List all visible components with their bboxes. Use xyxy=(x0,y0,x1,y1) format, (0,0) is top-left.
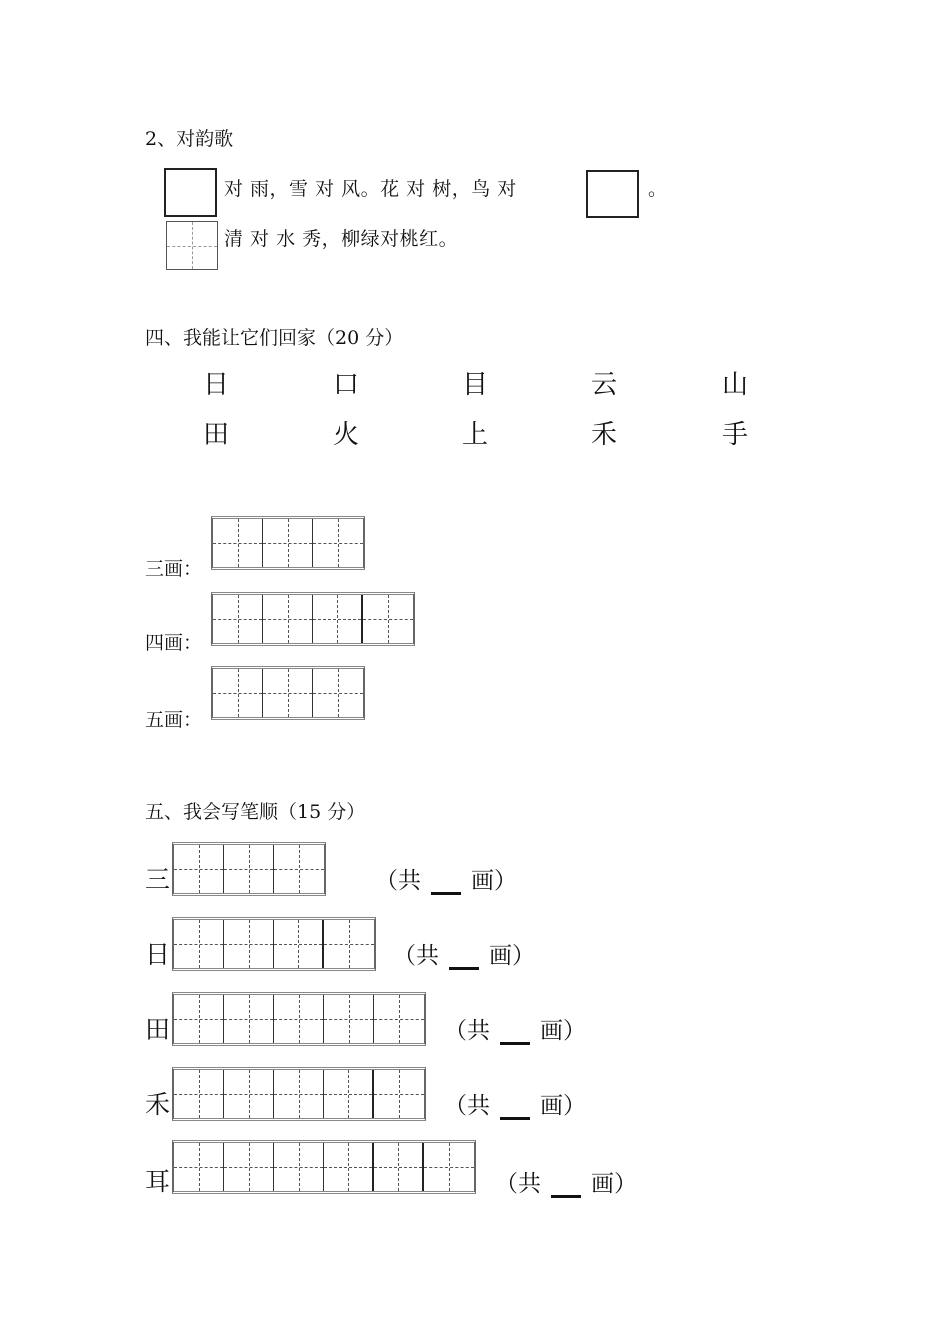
stroke-order-grid[interactable] xyxy=(172,842,326,896)
paren-open: （共 xyxy=(444,1018,490,1044)
paren-open: （共 xyxy=(393,943,439,969)
writing-grid-4-strokes[interactable] xyxy=(211,592,415,646)
stroke-count xyxy=(495,1165,637,1198)
stroke-count-blank[interactable] xyxy=(500,1091,530,1120)
char-item: 火 xyxy=(333,420,360,450)
stroke-count xyxy=(393,937,535,970)
paren-open: （共 xyxy=(375,868,421,894)
char-item: 云 xyxy=(591,370,618,400)
char-item: 目 xyxy=(462,370,489,400)
stroke-count xyxy=(444,1012,586,1045)
stroke-order-grid[interactable] xyxy=(172,1140,476,1194)
stroke-count-blank[interactable] xyxy=(449,941,479,970)
stroke-count-blank[interactable] xyxy=(551,1169,581,1198)
stroke-count xyxy=(375,862,517,895)
paren-close: 画） xyxy=(540,1018,586,1044)
stroke-char: 禾 xyxy=(145,1090,171,1119)
writing-grid-5-strokes[interactable] xyxy=(211,666,365,720)
stroke-order-grid[interactable] xyxy=(172,917,376,971)
paren-close: 画） xyxy=(489,943,535,969)
stroke-char: 田 xyxy=(145,1015,171,1044)
answer-box-2[interactable] xyxy=(586,170,639,218)
answer-box-1[interactable] xyxy=(164,168,217,217)
paren-open: （共 xyxy=(444,1093,490,1119)
char-item: 山 xyxy=(722,370,749,400)
section-4-title: 四、我能让它们回家（20 分） xyxy=(145,327,404,349)
char-item: 禾 xyxy=(591,420,618,450)
char-item: 手 xyxy=(722,420,749,450)
char-item: 上 xyxy=(462,420,489,450)
char-item: 口 xyxy=(333,370,360,400)
stroke-char: 日 xyxy=(145,940,171,969)
section-5-title: 五、我会写笔顺（15 分） xyxy=(145,801,366,823)
char-item: 日 xyxy=(203,370,230,400)
poem-line-1: 对 雨，雪 对 风。花 对 树，鸟 对 xyxy=(224,178,517,200)
poem-line-1-end: 。 xyxy=(648,178,668,200)
section-2-title: 2、对韵歌 xyxy=(145,128,234,150)
poem-line-2: 清 对 水 秀，柳绿对桃红。 xyxy=(224,228,459,250)
writing-grid-3-strokes[interactable] xyxy=(211,516,365,570)
group-label-3-strokes: 三画： xyxy=(145,558,203,580)
stroke-count-blank[interactable] xyxy=(500,1016,530,1045)
group-label-4-strokes: 四画： xyxy=(145,632,203,654)
char-item: 田 xyxy=(203,420,230,450)
stroke-count-blank[interactable] xyxy=(431,866,461,895)
stroke-order-grid[interactable] xyxy=(172,992,426,1046)
stroke-char: 耳 xyxy=(145,1167,171,1196)
stroke-order-grid[interactable] xyxy=(172,1067,426,1121)
paren-open: （共 xyxy=(495,1171,541,1197)
paren-close: 画） xyxy=(471,868,517,894)
answer-box-3[interactable] xyxy=(166,221,218,270)
stroke-char: 三 xyxy=(145,865,171,894)
paren-close: 画） xyxy=(540,1093,586,1119)
group-label-5-strokes: 五画： xyxy=(145,709,203,731)
paren-close: 画） xyxy=(591,1171,637,1197)
stroke-count xyxy=(444,1087,586,1120)
